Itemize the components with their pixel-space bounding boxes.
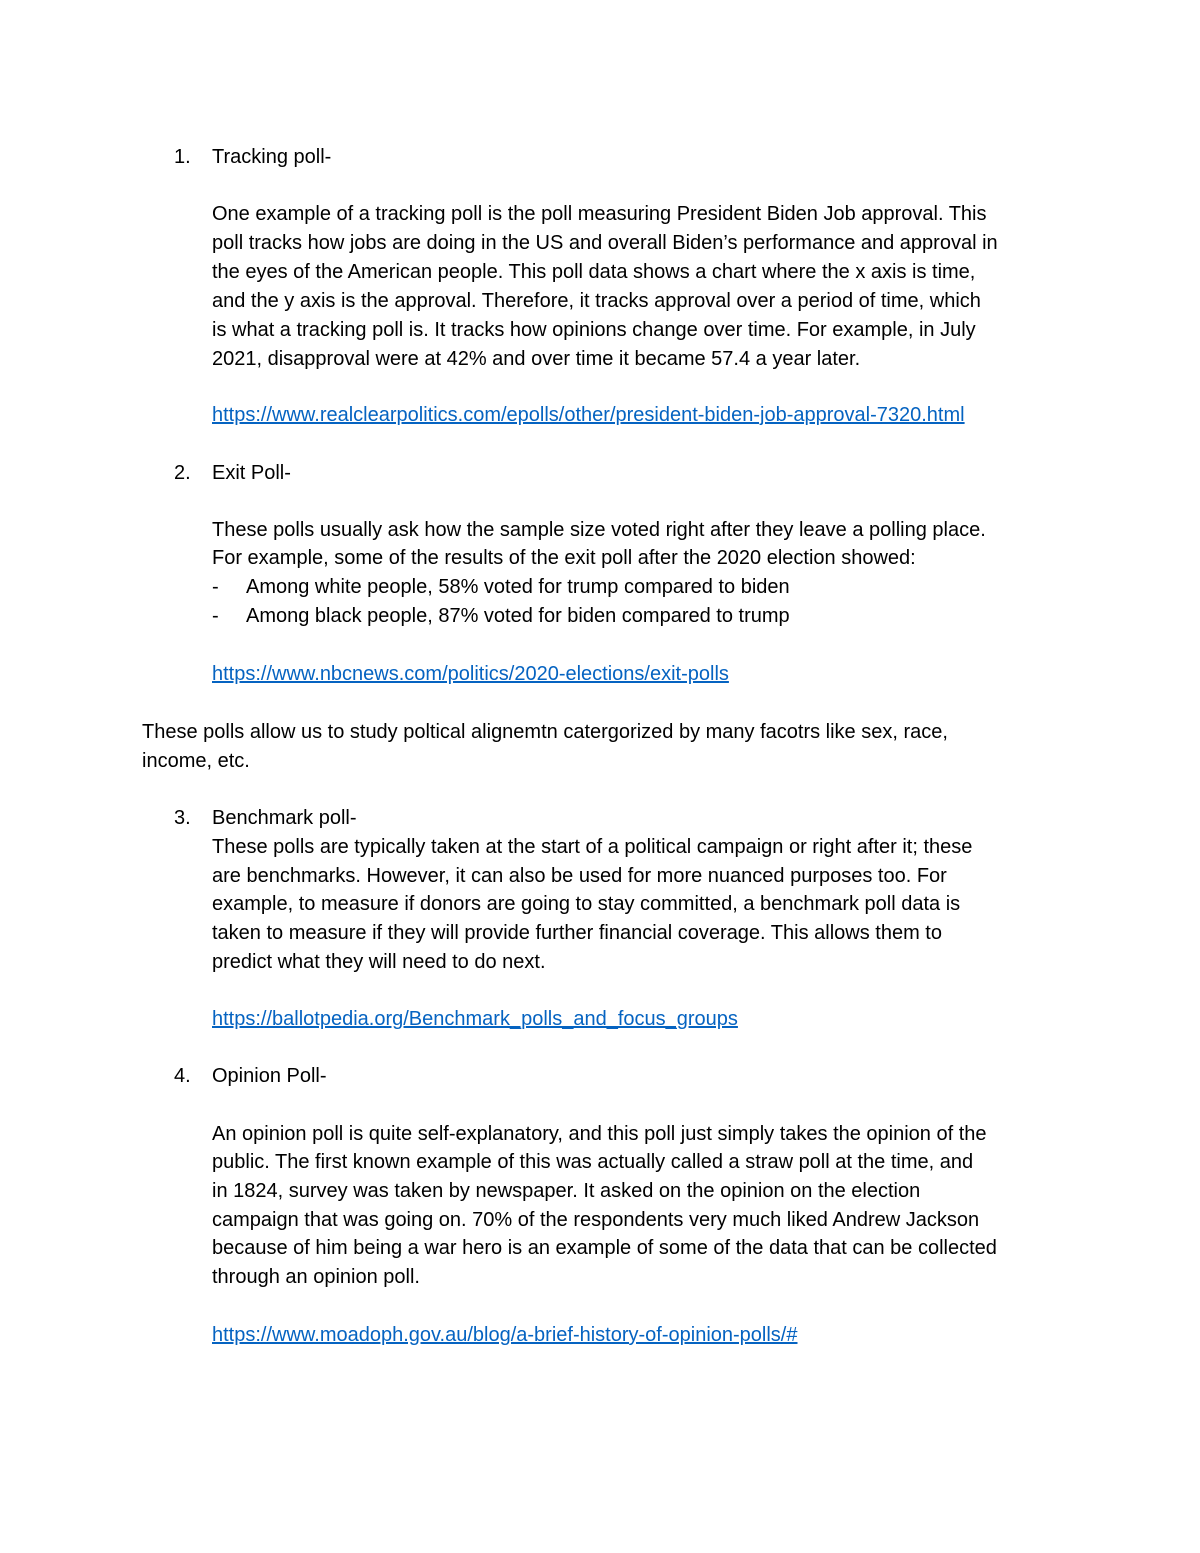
paragraph-line: is what a tracking poll is. It tracks how opinions change over time. For example, in July bbox=[212, 319, 976, 341]
paragraph-line: in 1824, survey was taken by newspaper. It asked on the opinion on the election bbox=[212, 1180, 921, 1202]
section-heading-exit-poll: Exit Poll- bbox=[212, 462, 291, 484]
source-link-ballotpedia[interactable]: https://ballotpedia.org/Benchmark_polls_and_focus_groups bbox=[212, 1008, 738, 1030]
paragraph-line: through an opinion poll. bbox=[212, 1266, 420, 1288]
paragraph-line: are benchmarks. However, it can also be used for more nuanced purposes too. For bbox=[212, 865, 947, 887]
section-heading-tracking-poll: Tracking poll- bbox=[212, 146, 332, 168]
bullet-marker: - bbox=[212, 605, 219, 627]
paragraph-line: example, to measure if donors are going to stay committed, a benchmark poll data is bbox=[212, 893, 961, 915]
paragraph-line: These polls usually ask how the sample size voted right after they leave a polling place. bbox=[212, 519, 986, 541]
bullet-marker: - bbox=[212, 576, 219, 598]
paragraph-line: One example of a tracking poll is the poll measuring President Biden Job approval. This bbox=[212, 203, 987, 225]
bullet-item: Among black people, 87% voted for biden compared to trump bbox=[246, 605, 790, 627]
source-link-moadoph[interactable]: https://www.moadoph.gov.au/blog/a-brief-history-of-opinion-polls/# bbox=[212, 1324, 798, 1346]
section-heading-opinion-poll: Opinion Poll- bbox=[212, 1065, 327, 1087]
source-link-realclearpolitics[interactable]: https://www.realclearpolitics.com/epolls/other/president-biden-job-approval-7320.html bbox=[212, 404, 965, 426]
paragraph-line: income, etc. bbox=[142, 750, 250, 772]
list-number: 1. bbox=[174, 146, 191, 168]
section-heading-benchmark-poll: Benchmark poll- bbox=[212, 807, 357, 829]
paragraph-line: taken to measure if they will provide further financial coverage. This allows them to bbox=[212, 922, 942, 944]
paragraph-line: For example, some of the results of the exit poll after the 2020 election showed: bbox=[212, 547, 916, 569]
bullet-item: Among white people, 58% voted for trump compared to biden bbox=[246, 576, 790, 598]
list-number: 3. bbox=[174, 807, 191, 829]
paragraph-line: These polls allow us to study poltical alignemtn catergorized by many facotrs like sex, race, bbox=[142, 721, 948, 743]
paragraph-line: public. The first known example of this was actually called a straw poll at the time, and bbox=[212, 1151, 974, 1173]
paragraph-line: poll tracks how jobs are doing in the US and overall Biden’s performance and approval in bbox=[212, 232, 998, 254]
paragraph-line: An opinion poll is quite self-explanatory, and this poll just simply takes the opinion of the bbox=[212, 1123, 987, 1145]
source-link-nbcnews[interactable]: https://www.nbcnews.com/politics/2020-elections/exit-polls bbox=[212, 663, 729, 685]
paragraph-line: because of him being a war hero is an example of some of the data that can be collected bbox=[212, 1237, 997, 1259]
list-number: 2. bbox=[174, 462, 191, 484]
paragraph-line: campaign that was going on. 70% of the respondents very much liked Andrew Jackson bbox=[212, 1209, 980, 1231]
paragraph-line: predict what they will need to do next. bbox=[212, 951, 546, 973]
paragraph-line: These polls are typically taken at the start of a political campaign or right after it; these bbox=[212, 836, 973, 858]
list-number: 4. bbox=[174, 1065, 191, 1087]
paragraph-line: 2021, disapproval were at 42% and over time it became 57.4 a year later. bbox=[212, 348, 861, 370]
paragraph-line: and the y axis is the approval. Therefore, it tracks approval over a period of time, which bbox=[212, 290, 981, 312]
paragraph-line: the eyes of the American people. This poll data shows a chart where the x axis is time, bbox=[212, 261, 976, 283]
